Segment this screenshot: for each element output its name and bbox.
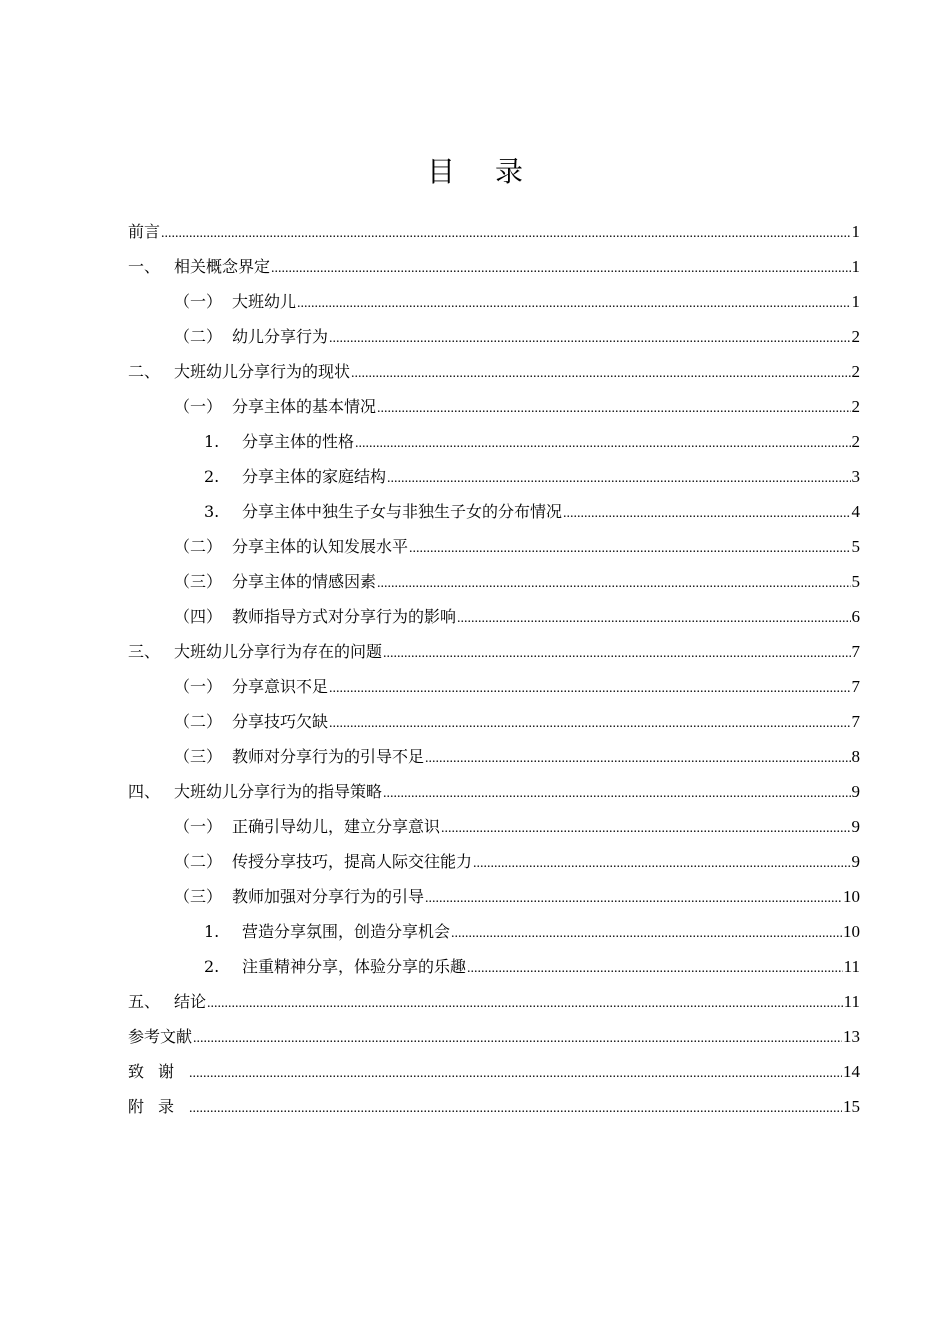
table-of-contents (128, 219, 860, 1129)
toc-entry-title: 大班幼儿 (232, 292, 297, 311)
toc-entry-number: （二） (174, 327, 223, 346)
toc-entry-title: 大班幼儿分享行为的现状 (174, 362, 351, 381)
toc-entry-title: 传授分享技巧，提高人际交往能力 (232, 852, 473, 871)
toc-dot-leader (473, 856, 850, 872)
toc-dot-leader (387, 471, 850, 487)
toc-page-number: 1 (851, 292, 860, 311)
toc-dot-leader (329, 681, 850, 697)
toc-page-number: 9 (851, 782, 860, 801)
toc-dot-leader (351, 366, 850, 382)
toc-dot-leader (189, 1101, 842, 1117)
toc-entry-number: 一、 (128, 257, 161, 276)
toc-entry-title: 分享意识不足 (232, 677, 329, 696)
toc-entry[interactable] (128, 464, 860, 499)
toc-page-number: 8 (851, 747, 860, 766)
toc-entry-title: 分享主体的认知发展水平 (232, 537, 409, 556)
toc-page-number: 7 (851, 642, 860, 661)
toc-entry-title: 正确引导幼儿，建立分享意识 (232, 817, 441, 836)
toc-page-number: 2 (851, 397, 860, 416)
toc-entry[interactable] (128, 779, 860, 814)
toc-entry[interactable] (128, 674, 860, 709)
toc-entry[interactable] (128, 884, 860, 919)
toc-entry-title: 教师对分享行为的引导不足 (232, 747, 425, 766)
toc-entry-number: （三） (174, 887, 223, 906)
toc-page-number: 14 (843, 1062, 860, 1081)
toc-entry-title: 参考文献 (128, 1027, 193, 1046)
toc-entry-number: 五、 (128, 992, 161, 1011)
toc-entry-number: （四） (174, 607, 223, 626)
toc-entry[interactable] (128, 639, 860, 674)
toc-page-number: 3 (851, 467, 860, 486)
toc-page-number: 1 (851, 222, 860, 241)
toc-entry-title: 分享技巧欠缺 (232, 712, 329, 731)
toc-entry[interactable] (128, 849, 860, 884)
toc-page-number: 7 (851, 712, 860, 731)
toc-entry-number: （二） (174, 852, 223, 871)
toc-entry-number: （三） (174, 572, 223, 591)
toc-dot-leader (409, 541, 850, 557)
toc-entry-title: 致谢 (128, 1062, 189, 1081)
toc-dot-leader (425, 891, 842, 907)
toc-entry[interactable] (128, 289, 860, 324)
toc-entry-title: 前言 (128, 222, 161, 241)
toc-page-number: 1 (851, 257, 860, 276)
title-char-2: 录 (495, 155, 524, 188)
toc-page-number: 10 (843, 887, 860, 906)
toc-dot-leader (383, 786, 850, 802)
toc-dot-leader (189, 1066, 842, 1082)
toc-dot-leader (297, 296, 850, 312)
toc-entry-title: 教师加强对分享行为的引导 (232, 887, 425, 906)
toc-page-number: 5 (851, 572, 860, 591)
toc-entry-number: （一） (174, 817, 223, 836)
toc-entry-title: 分享主体的基本情况 (232, 397, 377, 416)
toc-dot-leader (329, 331, 850, 347)
toc-page-number: 6 (851, 607, 860, 626)
toc-page-number: 5 (851, 537, 860, 556)
toc-entry-number: （二） (174, 712, 223, 731)
toc-dot-leader (425, 751, 850, 767)
toc-dot-leader (441, 821, 850, 837)
toc-entry[interactable] (128, 1024, 860, 1059)
toc-entry-number: （二） (174, 537, 223, 556)
toc-dot-leader (383, 646, 850, 662)
toc-dot-leader (355, 436, 850, 452)
toc-page-number: 11 (843, 992, 860, 1011)
toc-entry[interactable] (128, 604, 860, 639)
toc-page-number: 15 (843, 1097, 860, 1116)
toc-entry-number: 四、 (128, 782, 161, 801)
toc-entry-number: 三、 (128, 642, 161, 661)
toc-page-number: 13 (843, 1027, 860, 1046)
toc-dot-leader (207, 996, 843, 1012)
toc-page-number: 2 (851, 327, 860, 346)
toc-entry-number: （一） (174, 397, 223, 416)
toc-entry-number: 二、 (128, 362, 161, 381)
toc-entry[interactable] (128, 569, 860, 604)
toc-entry-title: 分享主体的情感因素 (232, 572, 377, 591)
toc-entry[interactable] (128, 219, 860, 254)
toc-entry[interactable] (128, 709, 860, 744)
toc-entry[interactable] (128, 954, 860, 989)
toc-dot-leader (271, 261, 850, 277)
toc-page-number: 2 (851, 432, 860, 451)
toc-entry[interactable] (128, 359, 860, 394)
toc-entry[interactable] (128, 429, 860, 464)
toc-dot-leader (193, 1031, 842, 1047)
toc-dot-leader (457, 611, 850, 627)
toc-entry-title: 结论 (174, 992, 207, 1011)
toc-page-number: 9 (851, 852, 860, 871)
toc-entry[interactable] (128, 394, 860, 429)
toc-entry-title: 注重精神分享，体验分享的乐趣 (242, 957, 467, 976)
toc-entry[interactable] (128, 1059, 860, 1094)
toc-dot-leader (467, 961, 843, 977)
toc-entry-title: 分享主体中独生子女与非独生子女的分布情况 (242, 502, 563, 521)
toc-entry[interactable] (128, 989, 860, 1024)
toc-entry[interactable] (128, 499, 860, 534)
toc-dot-leader (451, 926, 842, 942)
toc-entry-title: 分享主体的家庭结构 (242, 467, 387, 486)
toc-entry-title: 大班幼儿分享行为存在的问题 (174, 642, 383, 661)
toc-entry-title: 幼儿分享行为 (232, 327, 329, 346)
toc-page-number: 10 (843, 922, 860, 941)
toc-entry[interactable] (128, 919, 860, 954)
toc-entry-number: （一） (174, 292, 223, 311)
toc-page-number: 11 (843, 957, 860, 976)
toc-entry[interactable] (128, 534, 860, 569)
toc-page-number: 7 (851, 677, 860, 696)
toc-entry[interactable] (128, 814, 860, 849)
toc-entry-number: 1. (204, 922, 220, 941)
toc-dot-leader (377, 576, 850, 592)
toc-entry-number: 2. (204, 957, 220, 976)
toc-entry-number: 3. (204, 502, 220, 521)
toc-entry-title: 教师指导方式对分享行为的影响 (232, 607, 457, 626)
toc-entry-title: 分享主体的性格 (242, 432, 355, 451)
title-char-1: 目 (426, 155, 455, 188)
toc-entry[interactable] (128, 254, 860, 289)
toc-entry-number: 2. (204, 467, 220, 486)
toc-entry-number: （一） (174, 677, 223, 696)
toc-page-number: 4 (851, 502, 860, 521)
toc-page-number: 2 (851, 362, 860, 381)
toc-dot-leader (377, 401, 850, 417)
toc-dot-leader (329, 716, 850, 732)
toc-dot-leader (161, 226, 850, 242)
toc-dot-leader (563, 506, 850, 522)
toc-entry[interactable] (128, 324, 860, 359)
toc-entry-title: 营造分享氛围，创造分享机会 (242, 922, 451, 941)
toc-entry[interactable] (128, 744, 860, 779)
page-title (0, 150, 950, 190)
toc-entry-title: 附录 (128, 1097, 189, 1116)
toc-entry-title: 大班幼儿分享行为的指导策略 (174, 782, 383, 801)
toc-entry-number: 1. (204, 432, 220, 451)
toc-entry-number: （三） (174, 747, 223, 766)
toc-page-number: 9 (851, 817, 860, 836)
toc-entry[interactable] (128, 1094, 860, 1129)
toc-entry-title: 相关概念界定 (174, 257, 271, 276)
